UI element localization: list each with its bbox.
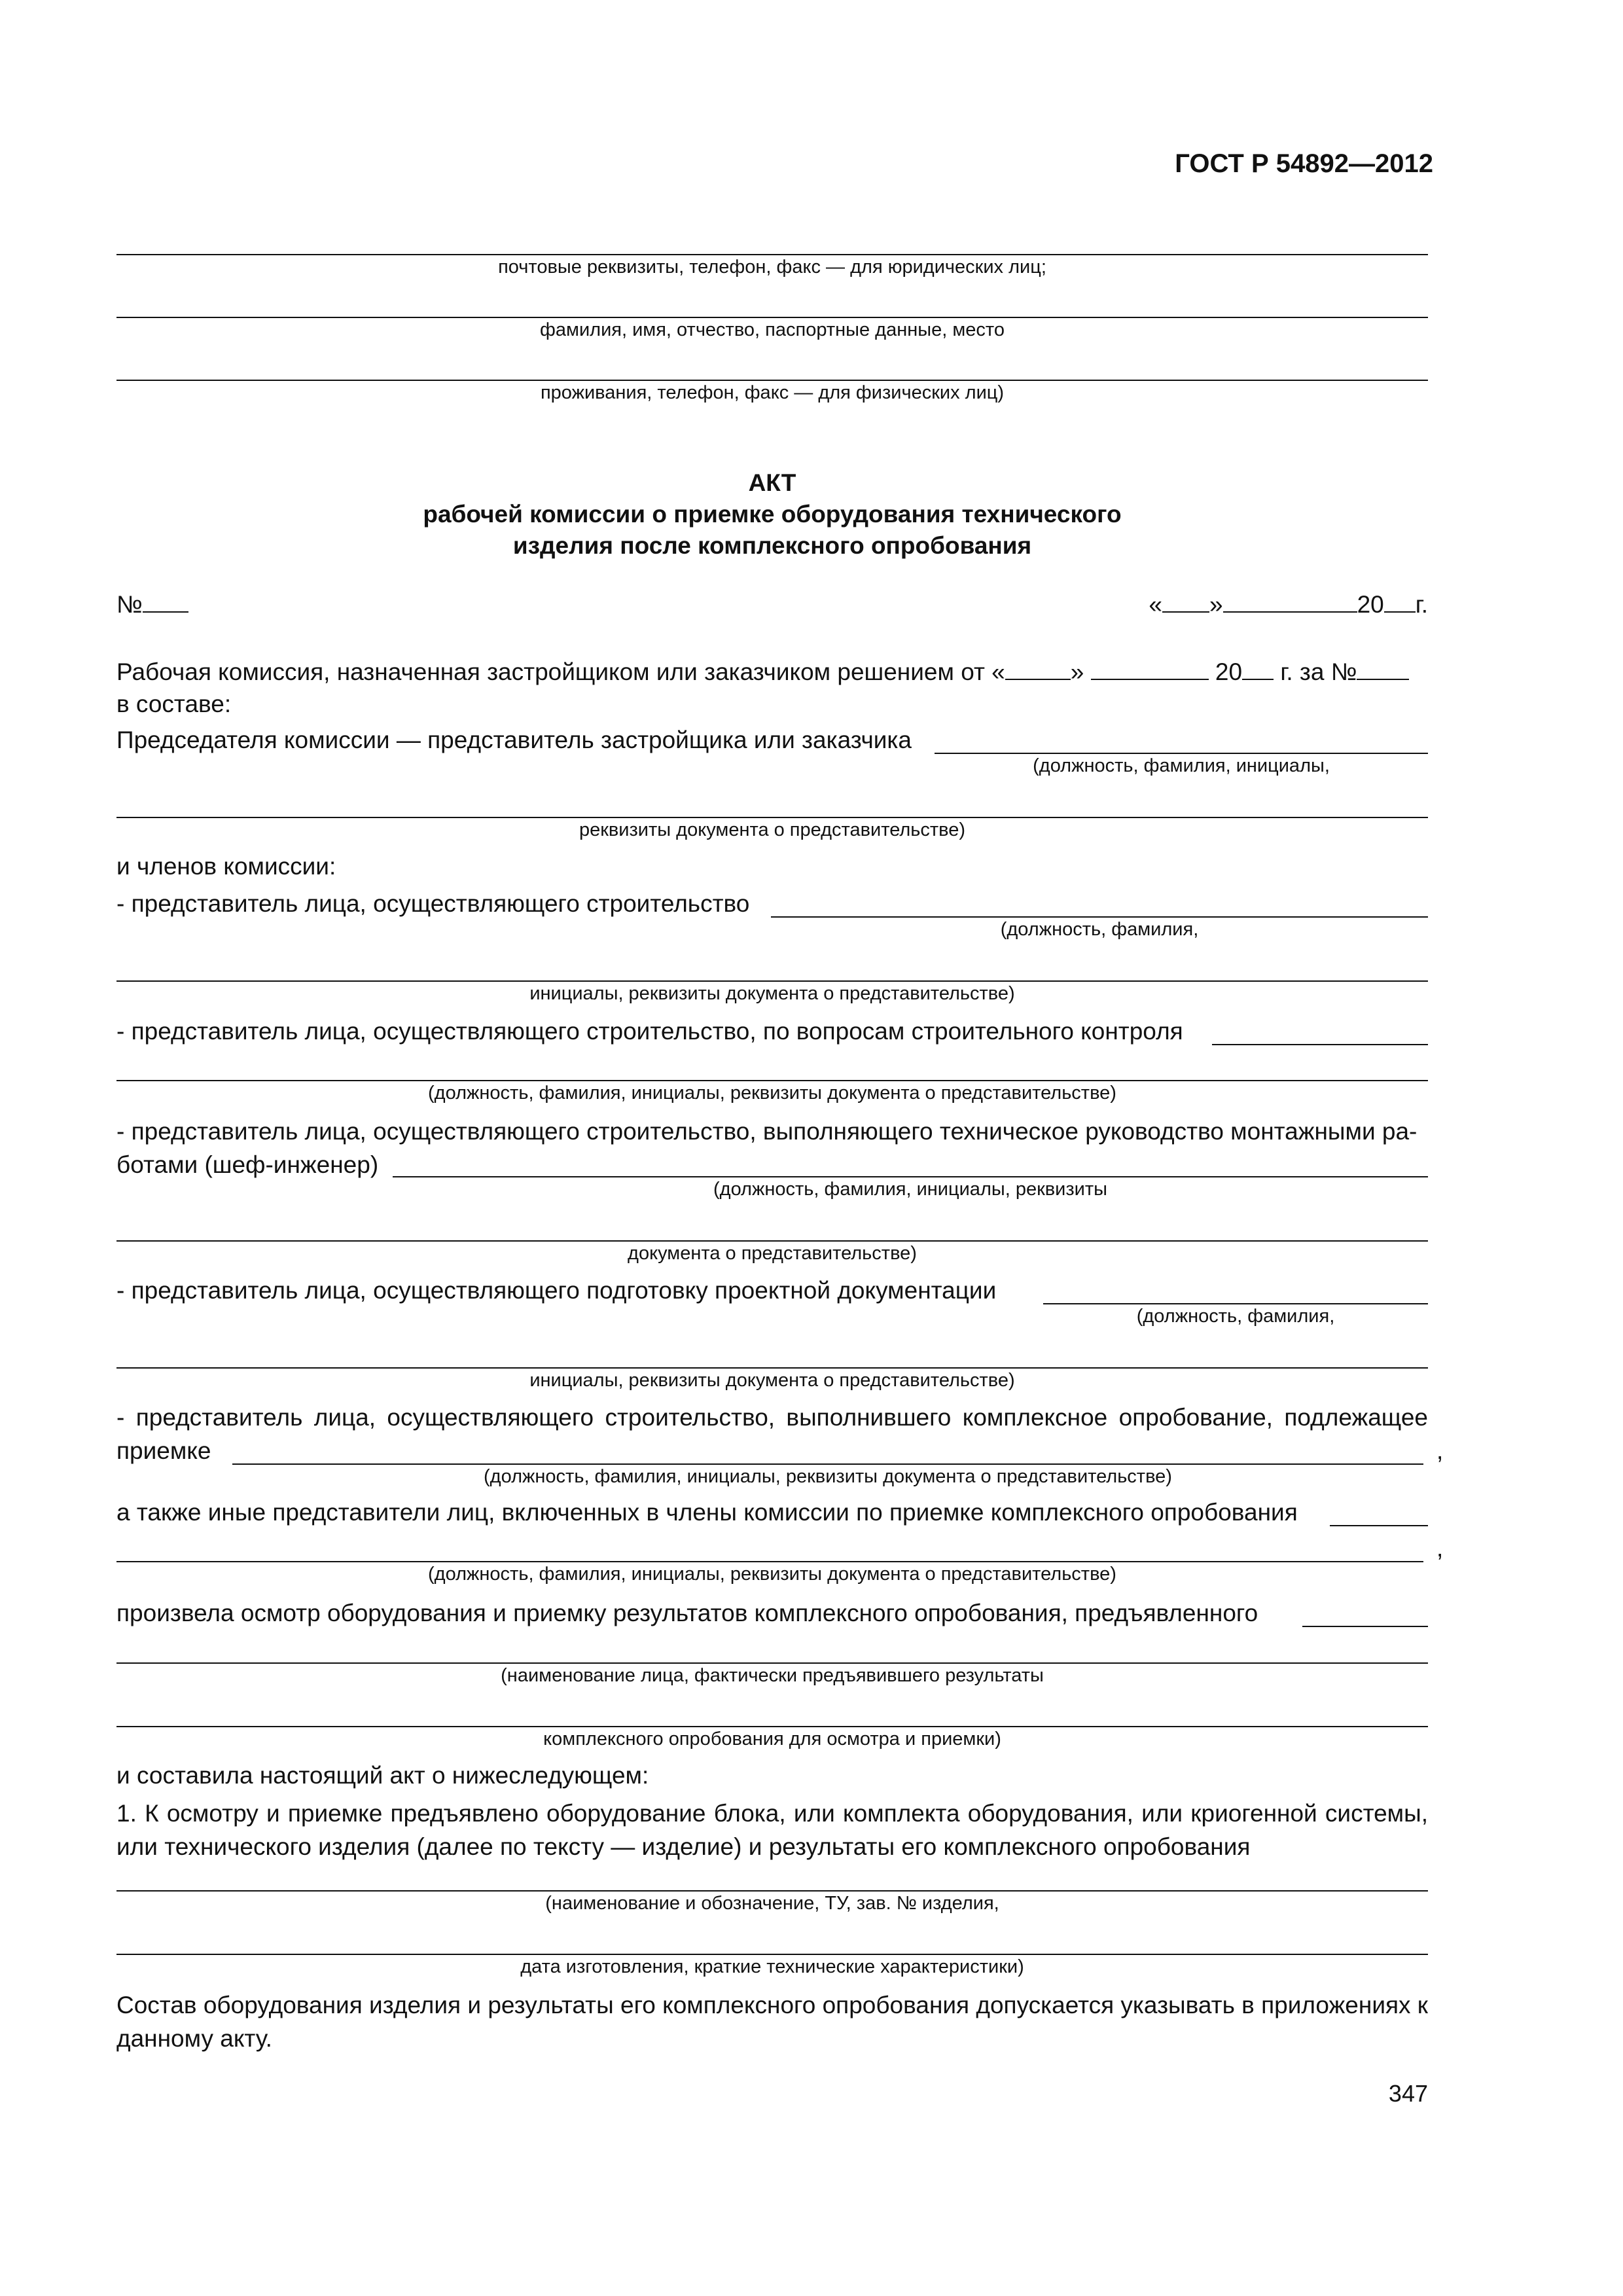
fill-line: [1212, 1044, 1428, 1045]
fill-line: [116, 817, 1428, 818]
commission-line-1: [116, 656, 1409, 686]
year-prefix: 20: [1357, 591, 1384, 618]
chairman-caption-1: (должность, фамилия, инициалы,: [1033, 755, 1330, 776]
fill-line: [116, 1726, 1428, 1727]
number-fill: [1357, 656, 1409, 680]
member5-comma: ,: [1436, 1437, 1444, 1464]
title-line-3: изделия после комплексного опробования: [512, 532, 1032, 559]
member5-caption: (должность, фамилия, инициалы, реквизиты документа о представительстве): [484, 1466, 1172, 1487]
number-label: №: [116, 591, 143, 618]
commission-quote: »: [1070, 658, 1084, 685]
date-open-quote: «: [1149, 591, 1162, 618]
fill-line: [393, 1176, 1428, 1177]
member4-caption-1: (должность, фамилия,: [1136, 1306, 1335, 1327]
commission-number-label: г. за №: [1280, 658, 1357, 685]
fill-line: [771, 916, 1428, 918]
act-date: [1149, 589, 1428, 619]
member1-caption-1: (должность, фамилия,: [1000, 919, 1199, 940]
member3-caption-2: документа о представительстве): [628, 1243, 917, 1264]
fill-line: [116, 1662, 1428, 1664]
chairman-label: Председателя комиссии — представитель застройщика или заказчика: [116, 726, 912, 753]
fill-line: [116, 254, 1428, 255]
date-close-quote: »: [1209, 591, 1223, 618]
compiled-statement: и составила настоящий акт о нижеследующем:: [116, 1762, 649, 1789]
fill-line: [116, 1240, 1428, 1242]
fill-line: [116, 317, 1428, 318]
fill-line: [232, 1463, 1423, 1465]
title-line-2: рабочей комиссии о приемке оборудования технического: [423, 501, 1122, 528]
title-line-1: АКТ: [748, 469, 796, 496]
standard-code: ГОСТ Р 54892—2012: [1175, 149, 1433, 178]
member4-label: - представитель лица, осуществляющего подготовку проектной документации: [116, 1277, 997, 1304]
fill-line: [935, 753, 1428, 754]
member3-caption-1: (должность, фамилия, инициалы, реквизиты: [713, 1179, 1107, 1200]
member2-label: - представитель лица, осуществляющего строительство, по вопросам строительного контроля: [116, 1018, 1183, 1045]
member5-line-2: приемке: [116, 1437, 211, 1464]
caption-legal-requisites: почтовые реквизиты, телефон, факс — для юридических лиц;: [498, 257, 1046, 278]
member1-label: - представитель лица, осуществляющего строительство: [116, 890, 750, 917]
others-comma: ,: [1436, 1535, 1444, 1562]
fill-line: [116, 980, 1428, 982]
fill-line: [116, 380, 1428, 381]
fill-line: [1302, 1626, 1428, 1627]
inspection-caption-1: (наименование лица, фактически предъявившего результаты: [501, 1665, 1044, 1686]
day-fill: [1005, 656, 1071, 680]
member5-line-1: - представитель лица, осуществляющего строительство, выполнившего комплексное опробование, подлежащее: [116, 1404, 1428, 1431]
fill-line: [1043, 1303, 1428, 1304]
fill-line: [116, 1890, 1428, 1892]
commission-year: 20: [1215, 658, 1243, 685]
inspection-caption-2: комплексного опробования для осмотра и приемки): [543, 1729, 1001, 1749]
fill-line: [116, 1954, 1428, 1955]
fill-line: [116, 1561, 1423, 1562]
others-caption: (должность, фамилия, инициалы, реквизиты документа о представительстве): [428, 1564, 1116, 1585]
act-number: [116, 589, 188, 619]
commission-line-2: в составе:: [116, 691, 232, 717]
inspection-label: произвела осмотр оборудования и приемку результатов комплексного опробования, предъявленного: [116, 1600, 1258, 1626]
item1-caption-1: (наименование и обозначение, ТУ, зав. № изделия,: [545, 1893, 999, 1914]
year-fill: [1384, 589, 1416, 613]
member3-line-2: ботами (шеф-инженер): [116, 1151, 379, 1178]
item1-caption-2: дата изготовления, краткие технические характеристики): [520, 1956, 1024, 1977]
caption-person-name: фамилия, имя, отчество, паспортные данные, место: [540, 319, 1005, 340]
day-fill: [1162, 589, 1209, 613]
composition-text: Состав оборудования изделия и результаты его комплексного опробования допускается указывать в приложениях к данному акту.: [116, 1992, 1428, 2052]
member4-caption-2: инициалы, реквизиты документа о представительстве): [529, 1370, 1015, 1391]
fill-line: [116, 1080, 1428, 1081]
others-label: а также иные представители лиц, включенных в члены комиссии по приемке комплексного опробования: [116, 1499, 1298, 1526]
item1-text: 1. К осмотру и приемке предъявлено оборудование блока, или комплекта оборудования, или криогенной системы, или технического изделия (далее по тексту — изделие) и результаты его комплексного опробования: [116, 1800, 1428, 1860]
member2-caption: (должность, фамилия, инициалы, реквизиты документа о представительстве): [428, 1083, 1116, 1103]
month-fill: [1091, 656, 1209, 680]
page-number: 347: [1388, 2080, 1428, 2107]
member1-caption-2: инициалы, реквизиты документа о представительстве): [529, 983, 1015, 1004]
year-suffix: г.: [1415, 591, 1428, 618]
number-fill: [143, 589, 188, 613]
year-fill: [1242, 656, 1274, 680]
members-label: и членов комиссии:: [116, 853, 336, 880]
fill-line: [116, 1367, 1428, 1369]
document-title: [116, 467, 1428, 562]
fill-line: [1330, 1525, 1428, 1526]
member3-line-1: - представитель лица, осуществляющего строительство, выполняющего техническое руководство монтажными ра-: [116, 1118, 1418, 1145]
chairman-caption-2: реквизиты документа о представительстве): [579, 819, 966, 840]
commission-text: Рабочая комиссия, назначенная застройщиком или заказчиком решением от «: [116, 658, 1005, 685]
caption-person-residence: проживания, телефон, факс — для физических лиц): [540, 382, 1005, 403]
month-fill: [1223, 589, 1357, 613]
